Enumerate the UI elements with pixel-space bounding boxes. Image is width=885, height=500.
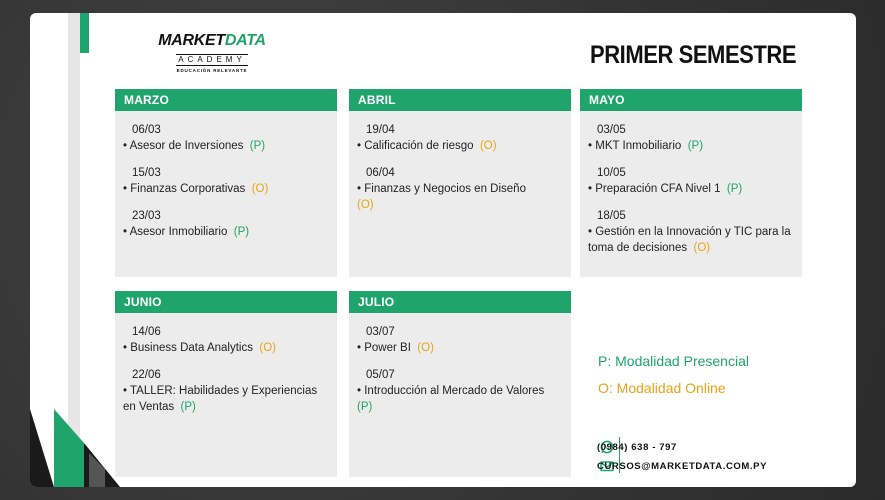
event-name: Finanzas Corporativas: [130, 183, 246, 195]
event-date: 06/04: [366, 167, 395, 179]
legend-online: O: Modalidad Online: [598, 380, 726, 396]
modality-tag: (O): [479, 140, 497, 152]
event-date: 22/06: [132, 369, 161, 381]
event-name: TALLER: Habilidades y Experiencias en Ventas: [123, 385, 318, 413]
event-name: Finanzas y Negocios en Diseño: [364, 183, 526, 195]
event-name: Gestión en la Innovación y TIC para la toma de decisiones: [588, 226, 791, 254]
event-item: 15/03 • Finanzas Corporativas (O): [123, 165, 329, 197]
modality-tag: (O): [357, 199, 374, 211]
logo-academy: ACADEMY: [178, 55, 246, 64]
month-panel-mayo: [580, 89, 802, 277]
event-item: 18/05 • Gestión en la Innovación y TIC para la toma de decisiones (O): [588, 208, 794, 256]
event-date: 23/03: [132, 210, 161, 222]
modality-tag: (O): [417, 342, 434, 354]
event-date: 05/07: [366, 369, 395, 381]
event-name: Asesor Inmobiliario: [129, 226, 228, 238]
month-header: JULIO: [349, 291, 571, 313]
event-item: 10/05 • Preparación CFA Nivel 1 (P): [588, 165, 794, 197]
event-date: 18/05: [597, 210, 626, 222]
modality-tag: (O): [251, 183, 269, 195]
modality-tag: (P): [180, 401, 196, 413]
event-item: 06/04 • Finanzas y Negocios en Diseño (O): [357, 165, 563, 213]
event-name: Introducción al Mercado de Valores: [364, 385, 545, 397]
brand-logo: [154, 33, 270, 74]
modality-tag: (P): [233, 226, 250, 238]
event-item: 19/04 • Calificación de riesgo (O): [357, 122, 563, 154]
modality-tag: (P): [726, 183, 743, 195]
legend-presencial: P: Modalidad Presencial: [598, 353, 749, 369]
contact-email[interactable]: CURSOS@MARKETDATA.COM.PY: [597, 461, 768, 472]
event-item: 14/06 • Business Data Analytics (O): [123, 324, 329, 356]
month-panel-julio: [349, 291, 571, 477]
event-date: 15/03: [132, 167, 161, 179]
month-panel-junio: [115, 291, 337, 477]
month-header: MAYO: [580, 89, 802, 111]
calendar-card: [30, 13, 856, 487]
event-date: 06/03: [132, 124, 161, 136]
event-item: 23/03 • Asesor Inmobiliario (P): [123, 208, 329, 240]
event-date: 19/04: [366, 124, 395, 136]
event-name: Business Data Analytics: [130, 342, 253, 354]
modality-tag: (P): [357, 401, 373, 413]
event-item: 03/07 • Power BI (O): [357, 324, 563, 356]
month-panel-marzo: [115, 89, 337, 277]
event-date: 03/07: [366, 326, 395, 338]
modality-tag: (P): [687, 140, 704, 152]
corner-decoration: [30, 13, 120, 487]
event-name: Asesor de Inversiones: [129, 140, 244, 152]
event-item: 22/06 • TALLER: Habilidades y Experiencias en Ventas (P): [123, 367, 329, 415]
event-date: 14/06: [132, 326, 161, 338]
logo-tagline: EDUCACIÓN RELEVANTE: [176, 68, 248, 73]
logo-text-data: DATA: [224, 32, 266, 49]
event-date: 10/05: [597, 167, 626, 179]
month-panel-abril: [349, 89, 571, 277]
event-name: Calificación de riesgo: [364, 140, 474, 152]
page-title: PRIMER SEMESTRE: [590, 41, 797, 69]
logo-text-market: MARKET: [158, 32, 225, 49]
modality-tag: (O): [259, 342, 276, 354]
month-header: JUNIO: [115, 291, 337, 313]
month-header: MARZO: [115, 89, 337, 111]
event-name: Preparación CFA Nivel 1: [595, 183, 721, 195]
modality-tag: (O): [693, 242, 711, 254]
event-name: MKT Inmobiliario: [595, 140, 682, 152]
modality-tag: (P): [249, 140, 266, 152]
event-name: Power BI: [364, 342, 411, 354]
event-item: 05/07 • Introducción al Mercado de Valores (P): [357, 367, 563, 415]
event-item: 03/05 • MKT Inmobiliario (P): [588, 122, 794, 154]
event-item: 06/03 • Asesor de Inversiones (P): [123, 122, 329, 154]
contact-phone[interactable]: (0984) 638 - 797: [597, 442, 677, 453]
event-date: 03/05: [597, 124, 626, 136]
month-header: ABRIL: [349, 89, 571, 111]
